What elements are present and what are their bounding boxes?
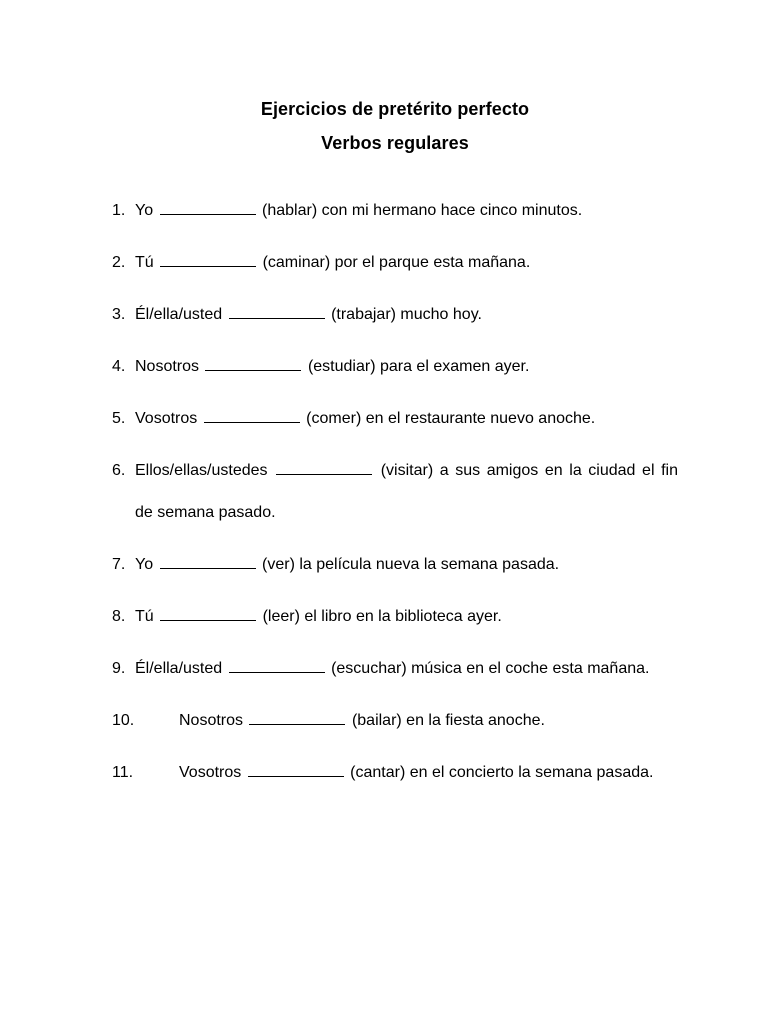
answer-blank — [204, 408, 300, 423]
exercise-number: 10. — [112, 712, 135, 729]
exercise-sentence — [112, 450, 678, 534]
exercise-rest: (caminar) por el parque esta mañana. — [262, 254, 531, 271]
answer-blank — [248, 762, 344, 777]
exercise-subject: Tú — [135, 608, 154, 625]
exercise-rest: (estudiar) para el examen ayer. — [307, 358, 530, 375]
exercise-number: 5. — [112, 410, 126, 427]
exercise-number: 11. — [112, 764, 134, 781]
exercise-subject: Nosotros — [135, 358, 200, 375]
exercise-item — [112, 752, 678, 794]
exercise-sentence — [112, 346, 678, 388]
exercise-sentence — [112, 544, 678, 586]
answer-blank — [229, 658, 325, 673]
exercise-sentence — [112, 596, 678, 638]
exercise-item — [112, 648, 678, 690]
exercise-list — [112, 190, 678, 804]
worksheet-title: Ejercicios de pretérito perfecto — [260, 99, 530, 119]
exercise-item — [112, 450, 678, 534]
exercise-number: 1. — [112, 202, 126, 219]
answer-blank — [276, 460, 372, 475]
answer-blank — [249, 710, 345, 725]
worksheet-subtitle: Verbos regulares — [321, 133, 469, 153]
exercise-subject: Vosotros — [179, 764, 242, 781]
exercise-sentence — [112, 242, 678, 284]
exercise-item — [112, 596, 678, 638]
exercise-sentence — [112, 648, 678, 690]
exercise-item — [112, 544, 678, 586]
exercise-sentence — [112, 190, 678, 232]
title-block — [0, 92, 768, 160]
exercise-subject: Tú — [135, 254, 154, 271]
exercise-subject: Ellos/ellas/ustedes — [135, 462, 268, 479]
exercise-sentence — [112, 752, 678, 794]
exercise-rest: (visitar) a sus amigos en la ciudad el fin de semana pasado. — [135, 462, 678, 521]
exercise-rest: (escuchar) música en el coche esta mañana. — [331, 660, 650, 677]
exercise-number: 6. — [112, 462, 126, 479]
exercise-subject: Él/ella/usted — [135, 660, 223, 677]
answer-blank — [160, 554, 256, 569]
exercise-item — [112, 294, 678, 336]
answer-blank — [160, 252, 256, 267]
answer-blank — [160, 606, 256, 621]
exercise-subject: Yo — [135, 556, 154, 573]
answer-blank — [229, 304, 325, 319]
exercise-rest: (leer) el libro en la biblioteca ayer. — [262, 608, 502, 625]
exercise-item — [112, 242, 678, 284]
exercise-rest: (trabajar) mucho hoy. — [331, 306, 482, 323]
exercise-subject: Nosotros — [179, 712, 244, 729]
exercise-rest: (ver) la película nueva la semana pasada. — [262, 556, 560, 573]
exercise-rest: (hablar) con mi hermano hace cinco minutos. — [262, 202, 583, 219]
exercise-item — [112, 346, 678, 388]
exercise-number: 8. — [112, 608, 126, 625]
exercise-number: 3. — [112, 306, 126, 323]
exercise-subject: Yo — [135, 202, 154, 219]
exercise-number: 2. — [112, 254, 126, 271]
exercise-item — [112, 398, 678, 440]
exercise-rest: (cantar) en el concierto la semana pasada. — [350, 764, 654, 781]
exercise-rest: (comer) en el restaurante nuevo anoche. — [306, 410, 596, 427]
exercise-sentence — [112, 398, 678, 440]
exercise-subject: Él/ella/usted — [135, 306, 223, 323]
exercise-number: 4. — [112, 358, 126, 375]
exercise-subject: Vosotros — [135, 410, 198, 427]
answer-blank — [205, 356, 301, 371]
exercise-item — [112, 190, 678, 232]
answer-blank — [160, 200, 256, 215]
exercise-item — [112, 700, 678, 742]
exercise-number: 7. — [112, 556, 126, 573]
exercise-sentence — [112, 294, 678, 336]
exercise-number: 9. — [112, 660, 126, 677]
exercise-rest: (bailar) en la fiesta anoche. — [351, 712, 545, 729]
exercise-sentence — [112, 700, 678, 742]
